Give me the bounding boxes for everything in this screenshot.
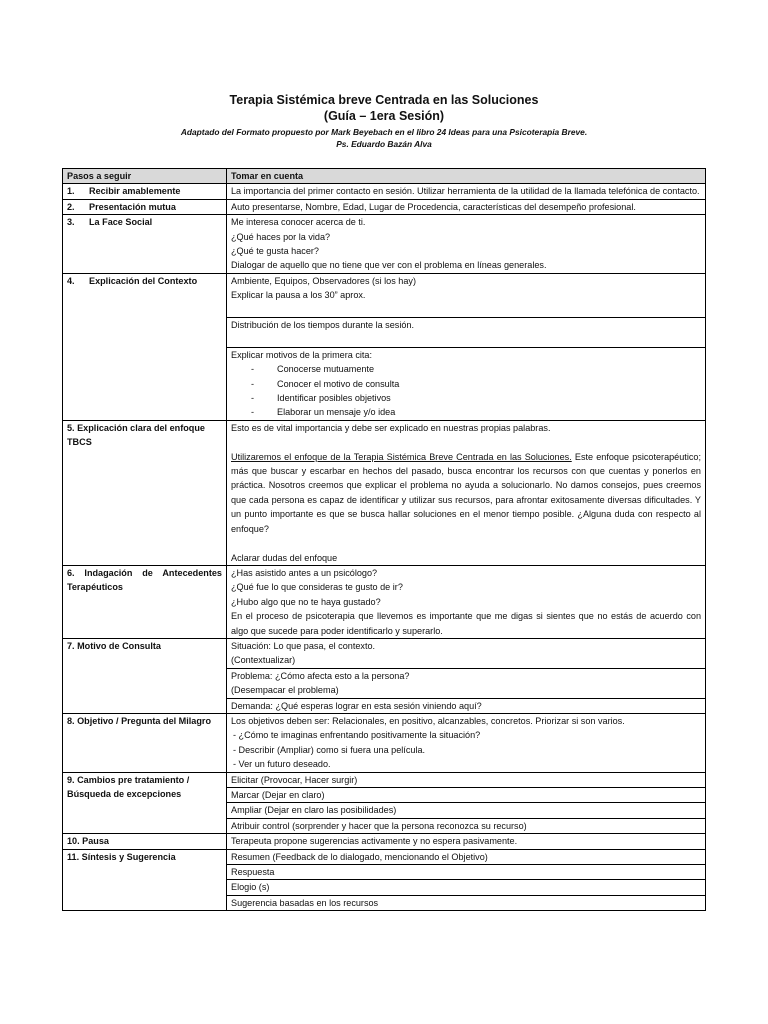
consideration-cell [227, 565, 706, 638]
document-subtitle: (Guía – 1era Sesión) [323, 109, 445, 123]
consideration-cell: Resumen (Feedback de lo dialogado, mencionando el Objetivo) [227, 849, 706, 864]
text-line: Los objetivos deben ser: Relacionales, en positivo, alcanzables, concretos. Priorizar si son varios. [231, 715, 625, 726]
step-cell [63, 184, 227, 199]
step-number: 1. [67, 186, 75, 197]
step-cell: 10. Pausa [63, 834, 227, 849]
text-line: Explicar la pausa a los 30” aprox. [231, 290, 366, 301]
consideration-cell: La importancia del primer contacto en sesión. Utilizar herramienta de la utilidad de la llamada telefónica de contacto. [227, 184, 706, 199]
consideration-cell [227, 668, 706, 698]
table-row [63, 420, 706, 565]
step-cell: 5. Explicación clara del enfoque TBCS [63, 420, 227, 565]
table-row [63, 834, 706, 849]
consideration-cell: Marcar (Dejar en claro) [227, 788, 706, 803]
step-cell [63, 273, 227, 420]
text-line: Esto es de vital importancia y debe ser explicado en nuestras propias palabras. [231, 422, 551, 433]
table-row [63, 273, 706, 317]
text-line: ¿Qué haces por la vida? [231, 231, 331, 242]
list-item: - Ver un futuro deseado. [233, 759, 331, 770]
text-line: Aclarar dudas del enfoque [231, 552, 338, 563]
table-row [63, 638, 706, 668]
step-cell: 11. Síntesis y Sugerencia [63, 849, 227, 911]
text-line: Dialogar de aquello que no tiene que ver con el problema en líneas generales. [231, 260, 547, 271]
text-line: (Contextualizar) [231, 655, 296, 666]
text-line: ¿Hubo algo que no te haya gustado? [231, 596, 381, 607]
document-header [0, 92, 768, 150]
step-label: Explicación del Contexto [89, 275, 198, 286]
document-title: Terapia Sistémica breve Centrada en las Soluciones [229, 93, 539, 107]
consideration-cell: Terapeuta propone sugerencias activamente y no espera pasivamente. [227, 834, 706, 849]
consideration-cell: Atribuir control (sorprender y hacer que la persona reconozca su recurso) [227, 818, 706, 833]
consideration-cell: Respuesta [227, 865, 706, 880]
text-line: (Desempacar el problema) [231, 685, 339, 696]
step-cell: 7. Motivo de Consulta [63, 638, 227, 713]
list-item: - Conocer el motivo de consulta [251, 378, 400, 389]
text-line: ¿Qué te gusta hacer? [231, 246, 319, 257]
consideration-cell: Elicitar (Provocar, Hacer surgir) [227, 772, 706, 787]
step-cell: 9. Cambios pre tratamiento / Búsqueda de excepciones [63, 772, 227, 834]
step-number: 2. [67, 201, 75, 212]
column-header-steps: Pasos a seguir [63, 169, 227, 184]
step-number: 3. [67, 217, 75, 228]
text-paragraph: Utilizaremos el enfoque de la Terapia Sistémica Breve Centrada en las Soluciones. Este enfoque psicoterapéutico; más que buscar y escarbar en hechos del pasado, busca encontrar los recursos con que cuentas y ponerlos en práctica. Nosotros creemos que explicar el problema no ayuda a solucionarlo. No damos consejos, pues creemos que cada persona es capaz de identificar y utilizar sus recursos, para afrontar exitosamente diversas dificultades. Y un punto importante es que se busca hallar soluciones en el menor tiempo posible. ¿Alguna duda con respecto al enfoque? [231, 451, 701, 534]
step-cell [63, 199, 227, 214]
author-line: Ps. Eduardo Bazán Alva [336, 139, 432, 149]
step-label: Presentación mutua [89, 201, 176, 212]
consideration-cell [227, 273, 706, 317]
consideration-cell [227, 713, 706, 772]
step-label: Recibir amablemente [89, 186, 181, 197]
consideration-cell: Demanda: ¿Qué esperas lograr en esta sesión viniendo aquí? [227, 698, 706, 713]
text-line: En el proceso de psicoterapia que llevemos es importante que me digas si sientes que no estás de acuerdo con algo que sucede para poder identificarlo y superarlo. [231, 611, 701, 636]
text-line: Explicar motivos de la primera cita: [231, 349, 373, 360]
step-number: 4. [67, 275, 75, 286]
text-line: Situación: Lo que pasa, el contexto. [231, 640, 376, 651]
text-line: ¿Qué fue lo que consideras te gusto de ir? [231, 582, 403, 593]
table-row [63, 199, 706, 214]
consideration-cell [227, 638, 706, 668]
source-note: Adaptado del Formato propuesto por Mark Beyebach en el libro 24 Ideas para una Psicoterapia Breve. [180, 127, 588, 137]
text-line: ¿Has asistido antes a un psicólogo? [231, 567, 378, 578]
text-line: Me interesa conocer acerca de ti. [231, 217, 366, 228]
consideration-cell: Elogio (s) [227, 880, 706, 895]
consideration-cell [227, 420, 706, 565]
column-header-considerations: Tomar en cuenta [227, 169, 706, 184]
table-row [63, 849, 706, 864]
consideration-cell [227, 318, 706, 348]
table-row [63, 565, 706, 638]
consideration-cell: Ampliar (Dejar en claro las posibilidades) [227, 803, 706, 818]
text-line: Distribución de los tiempos durante la sesión. [231, 320, 414, 331]
session-guide-table [62, 168, 706, 911]
list-item: - Elaborar un mensaje y/o idea [251, 407, 396, 418]
underlined-text: Utilizaremos el enfoque de la Terapia Sistémica Breve Centrada en las Soluciones. [231, 451, 572, 462]
table-row [63, 215, 706, 274]
consideration-cell: Sugerencia basadas en los recursos [227, 895, 706, 910]
text-line: Problema: ¿Cómo afecta esto a la persona? [231, 670, 410, 681]
list-item: - Conocerse mutuamente [251, 364, 375, 375]
table-header-row [63, 169, 706, 184]
consideration-cell [227, 215, 706, 274]
table-row [63, 184, 706, 199]
step-label: La Face Social [89, 217, 153, 228]
table-row [63, 772, 706, 787]
consideration-cell [227, 347, 706, 420]
text-line: Ambiente, Equipos, Observadores (si los hay) [231, 275, 416, 286]
list-item: - Identificar posibles objetivos [251, 393, 391, 404]
step-cell: 6. Indagación de Antecedentes Terapéuticos [63, 565, 227, 638]
consideration-cell: Auto presentarse, Nombre, Edad, Lugar de Procedencia, características del desempeño profesional. [227, 199, 706, 214]
step-cell: 8. Objetivo / Pregunta del Milagro [63, 713, 227, 772]
table-row [63, 713, 706, 772]
step-cell [63, 215, 227, 274]
list-item: - ¿Cómo te imaginas enfrentando positivamente la situación? [233, 730, 481, 741]
list-item: - Describir (Ampliar) como si fuera una película. [233, 744, 426, 755]
